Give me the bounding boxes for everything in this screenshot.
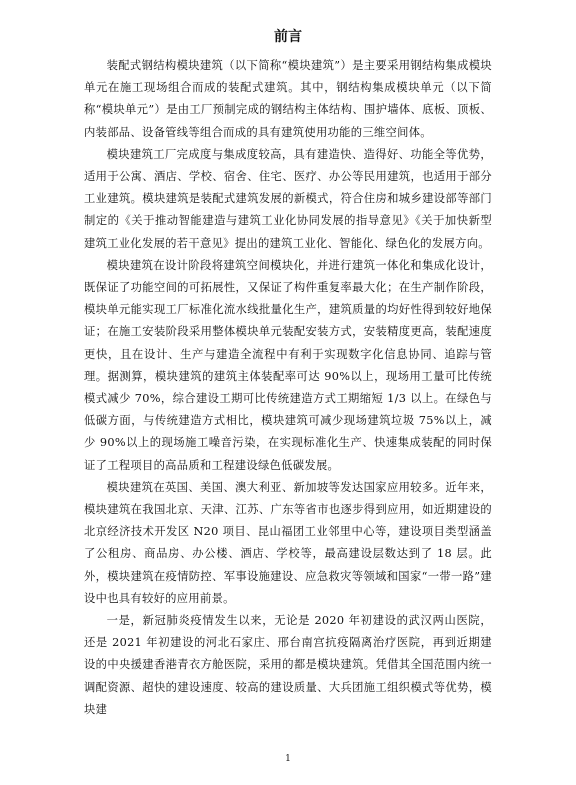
paragraph: 模块建筑在设计阶段将建筑空间模块化，并进行建筑一体化和集成化设计，既保证了功能空间的可拓展性，又保证了构件重复率最大化；在生产制作阶段，模块单元能实现工厂标准化流水线批量化生产，建筑质量的均好性得到较好地保证；在施工安装阶段采用整体模块单元装配安装方式，安装精度更高，装配速度更快，且在设计、生产与建造全流程中有利于实现数字化信息协同、追踪与管理。据测算，模块建筑的建筑主体装配率可达 90%以上，现场用工量可比传统模式减少 70%，综合建设工期可比传统建造方式工期缩短 1/3 以上。在绿色与低碳方面，与传统建造方式相比，模块建筑可减少现场建筑垃圾 75%以上，减少 90%以上的现场施工噪音污染，在实现标准化生产、快速集成装配的同时保证了工程项目的高品质和工程建设绿色低碳发展。 [84,258,492,472]
page-number: 1 [285,754,291,764]
document-body [84,55,492,721]
paragraph: 模块建筑工厂完成度与集成度较高，具有建造快、造得好、功能全等优势，适用于公寓、酒店、学校、宿舍、住宅、医疗、办公等民用建筑，也适用于部分工业建筑。模块建筑是装配式建筑发展的新模式，符合住房和城乡建设部等部门制定的《关于推动智能建造与建筑工业化协同发展的指导意见》《关于加快新型建筑工业化发展的若干意见》提出的建筑工业化、智能化、绿色化的发展方向。 [84,147,492,250]
paragraph: 模块建筑在英国、美国、澳大利亚、新加坡等发达国家应用较多。近年来，模块建筑在我国北京、天津、江苏、广东等省市也逐步得到应用，如近期建设的北京经济技术开发区 N20 项目、昆山福团工业邻里中心等，建设项目类型涵盖了公租房、商品房、办公楼、酒店、学校等，最高建设层数达到了 18 层。此外，模块建筑在疫情防控、军事设施建设、应急救灾等领域和国家“一带一路”建设中也具有较好的应用前景。 [84,480,492,605]
paragraph: 一是，新冠肺炎疫情发生以来，无论是 2020 年初建设的武汉两山医院，还是 2021 年初建设的河北石家庄、邢台南宫抗疫隔离治疗医院，再到近期建设的中央援建香港青衣方舱医院，采用的都是模块建筑。凭借其全国范围内统一调配资源、超快的建设速度、较高的建设质量、大兵团施工组织模式等优势，模块建 [84,614,492,716]
paragraph: 装配式钢结构模块建筑（以下简称“模块建筑”）是主要采用钢结构集成模块单元在施工现场组合而成的装配式建筑。其中，钢结构集成模块单元（以下简称“模块单元”）是由工厂预制完成的钢结构主体结构、围护墙体、底板、顶板、内装部品、设备管线等组合而成的具有建筑使用功能的三维空间体。 [84,59,492,139]
document-title: 前言 [274,29,302,45]
